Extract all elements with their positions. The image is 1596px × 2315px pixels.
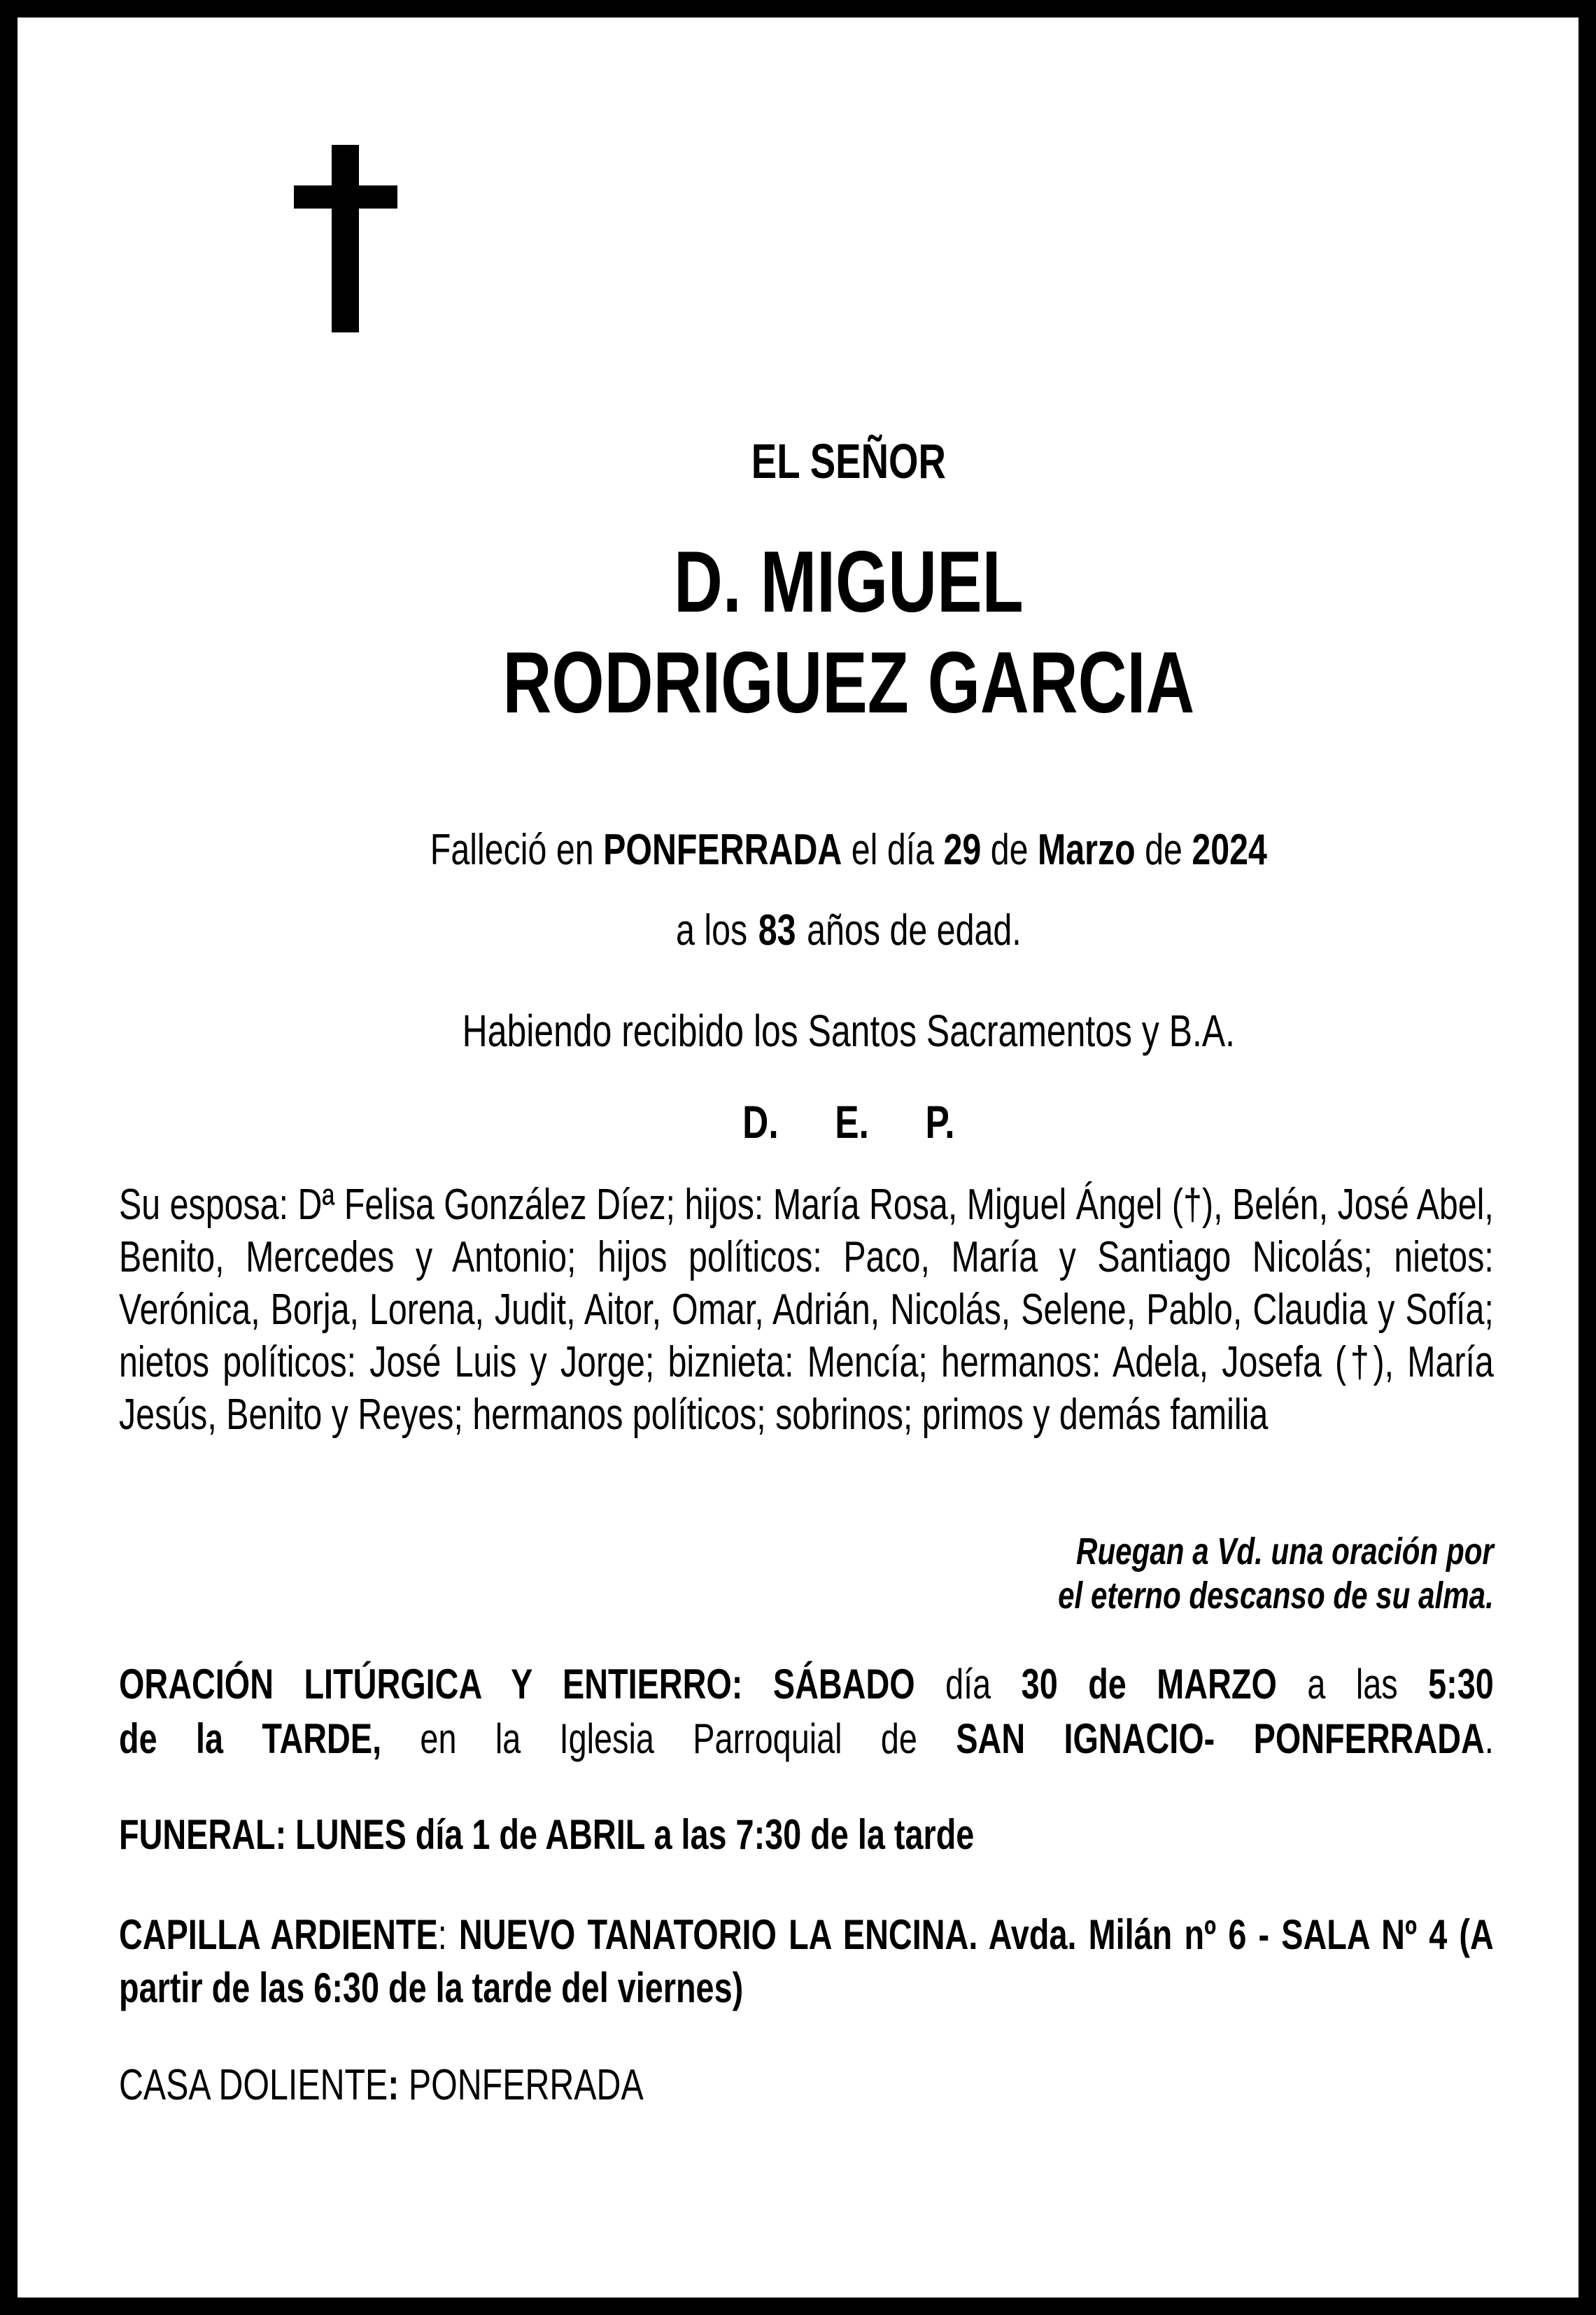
liturgy-line2 — [119, 1712, 1494, 1766]
capilla-separator: : — [437, 1911, 459, 1958]
liturgy-bold: de la TARDE, — [119, 1715, 382, 1762]
liturgy-bold: 5:30 — [1428, 1661, 1494, 1708]
cross-icon — [294, 145, 397, 332]
death-text: de — [1135, 826, 1192, 874]
age-value: 83 — [758, 906, 796, 955]
cross-horizontal-bar — [294, 185, 397, 209]
age-line — [119, 906, 1579, 956]
dep-line: D. E. P. — [742, 1096, 955, 1148]
liturgy-text: . — [1484, 1715, 1494, 1762]
capilla-title: CAPILLA ARDIENTE — [119, 1911, 438, 1958]
dep-block — [119, 1095, 1596, 1148]
capilla-block — [119, 1908, 1596, 2015]
honorific-block — [119, 433, 1596, 489]
deceased-name-block — [119, 532, 1596, 733]
sacraments-line: Habiendo recibido los Santos Sacramentos y B.A. — [462, 1006, 1236, 1056]
prayer-block — [119, 1530, 1596, 1618]
death-date-line — [119, 825, 1579, 875]
capilla-paragraph — [119, 1908, 1494, 2015]
funeral-block — [119, 1810, 1596, 1860]
casa-doliente-city: PONFERRADA — [399, 2061, 644, 2109]
liturgy-line1 — [119, 1657, 1494, 1712]
liturgy-paragraph — [119, 1657, 1494, 1766]
casa-doliente-block — [119, 2060, 1596, 2111]
deceased-name — [119, 532, 1579, 733]
prayer-line2: el eterno descanso de su alma. — [1058, 1575, 1494, 1617]
death-text: Falleció en — [430, 826, 604, 874]
age-text: años de edad. — [807, 906, 1022, 955]
death-text: de — [981, 826, 1038, 874]
death-year: 2024 — [1192, 826, 1267, 874]
deceased-name-line2: RODRIGUEZ GARCIA — [502, 635, 1195, 731]
capilla-details: NUEVO TANATORIO LA ENCINA. Avda. Milán nº 6 - SALA Nº 4 (A partir de las 6:30 de la tarde del viernes) — [119, 1911, 1494, 2011]
age-text: a los — [676, 906, 748, 955]
casa-doliente-colon: : — [388, 2061, 400, 2109]
liturgy-block — [119, 1657, 1596, 1766]
liturgy-text: día — [914, 1661, 1022, 1708]
liturgy-bold: SAN IGNACIO- PONFERRADA — [956, 1715, 1485, 1762]
death-city: PONFERRADA — [603, 826, 842, 874]
death-month: Marzo — [1037, 826, 1136, 874]
death-day: 29 — [943, 826, 982, 874]
liturgy-bold: 30 de MARZO — [1021, 1661, 1277, 1708]
deceased-name-line1: D. MIGUEL — [674, 534, 1024, 631]
death-text: el día — [842, 826, 944, 874]
casa-doliente-line — [119, 2060, 1494, 2111]
prayer-line1: Ruegan a Vd. una oración por — [1076, 1531, 1494, 1572]
casa-doliente-label: CASA DOLIENTE — [119, 2061, 388, 2109]
family-paragraph: Su esposa: Dª Felisa González Díez; hijos: María Rosa, Miguel Ángel (†), Belén, José Abel, Benito, Mercedes y Antonio; hijos políticos: Paco, María y Santiago Nicolás; nietos: Verónica, Borja, Lorena, Judit, Aitor, Omar, Adrián, Nicolás, Selene, Pablo, Claudia y Sofía; nietos políticos: José Luis y Jorge; biznieta: Mencía; hermanos: Adela, Josefa (†), María Jesús, Benito y Reyes; hermanos políticos; sobrinos; primos y demás familia — [119, 1181, 1494, 1439]
cross-vertical-bar — [332, 145, 359, 332]
funeral-line: FUNERAL: LUNES día 1 de ABRIL a las 7:30 de la tarde — [119, 1811, 975, 1858]
liturgy-bold: ORACIÓN LITÚRGICA Y ENTIERRO: SÁBADO — [119, 1661, 915, 1708]
sacraments-block — [119, 1005, 1596, 1057]
family-block — [119, 1178, 1596, 1441]
liturgy-text: a las — [1276, 1661, 1429, 1708]
death-date-block — [119, 825, 1596, 875]
prayer-lines — [119, 1530, 1494, 1618]
liturgy-text: en la Iglesia Parroquial de — [381, 1715, 956, 1762]
honorific-title: EL SEÑOR — [751, 434, 946, 488]
age-block — [119, 906, 1596, 956]
